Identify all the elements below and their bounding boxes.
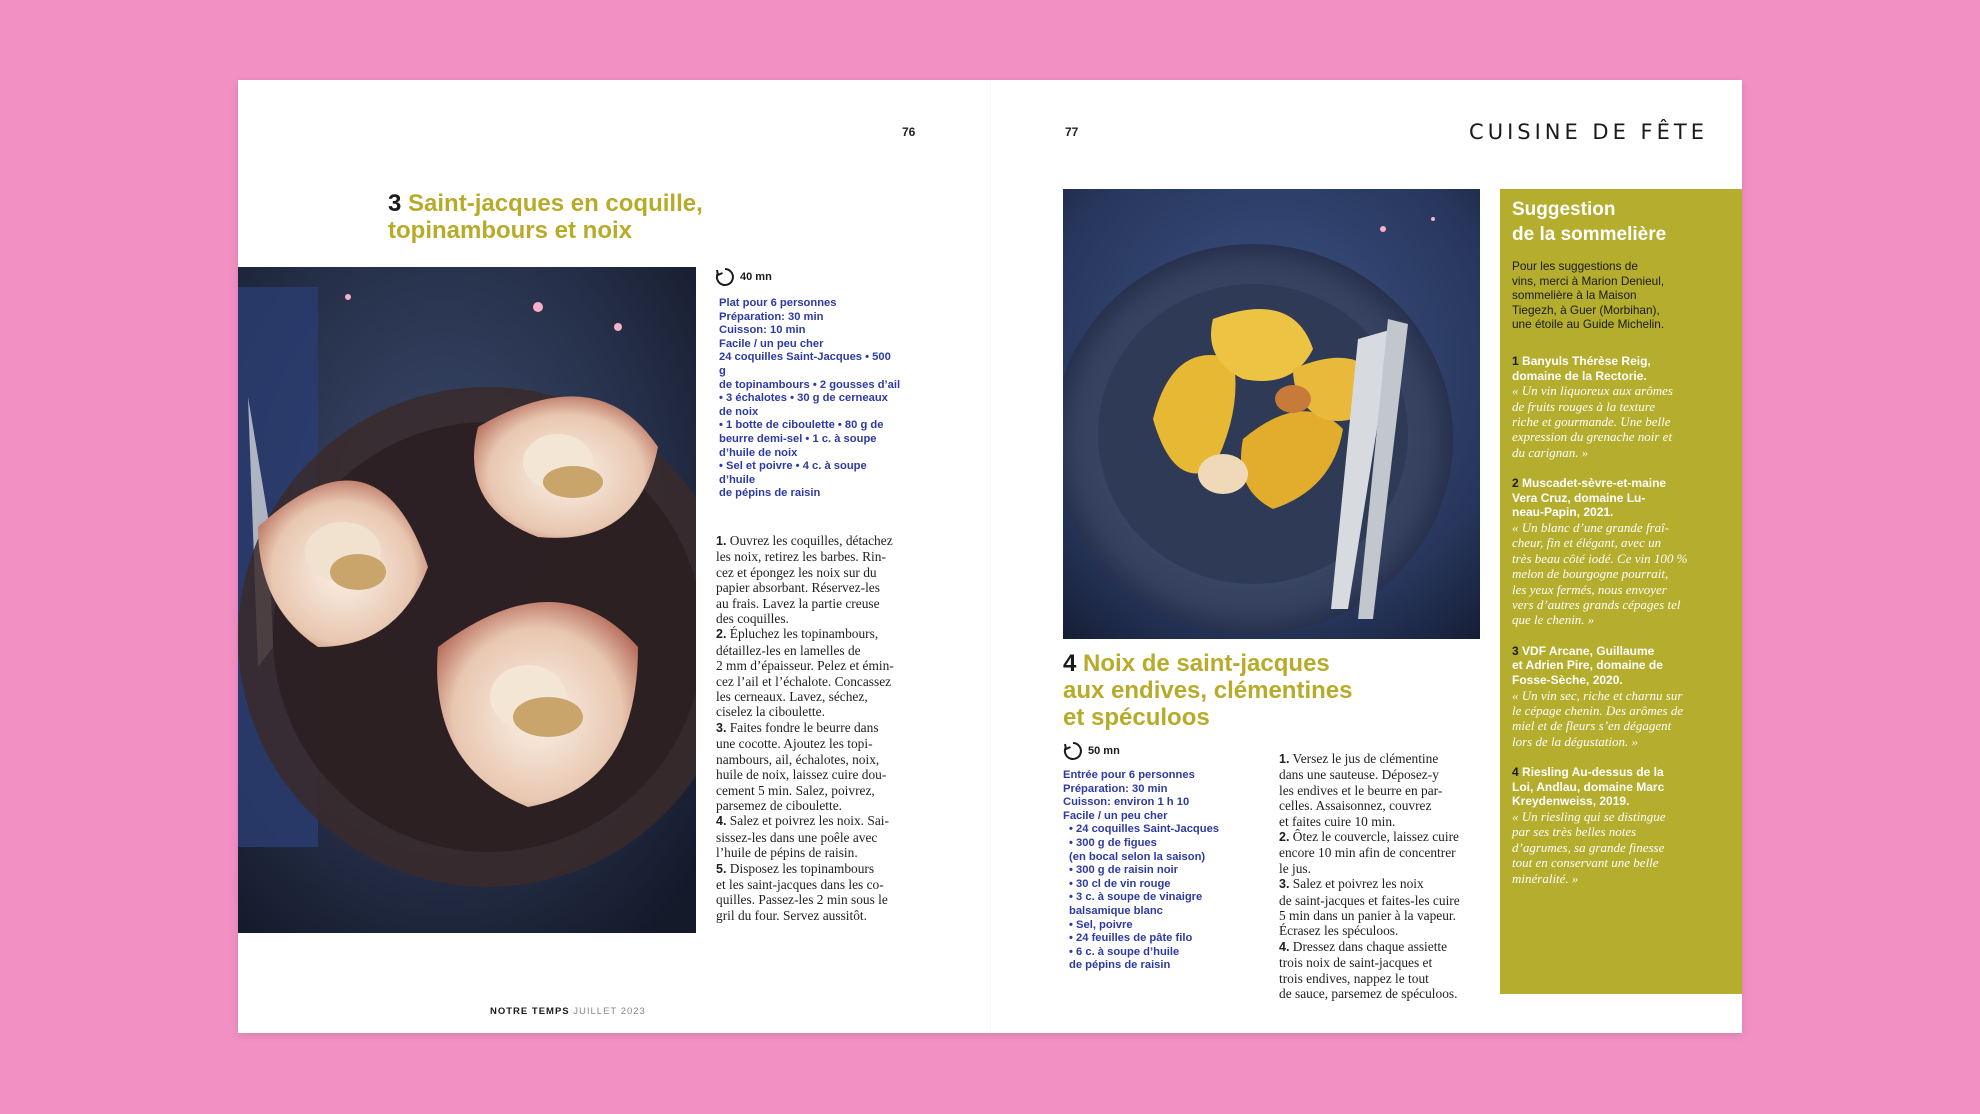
recipe-3-title xyxy=(388,190,703,244)
recipe-4-title xyxy=(1063,650,1352,731)
wine-suggestion xyxy=(1512,476,1730,628)
info-line: beurre demi-sel • 1 c. à soupe xyxy=(719,432,877,445)
info-line: Cuisson: 10 min xyxy=(719,324,806,337)
recipe-4-title-line1: Noix de saint-jacques xyxy=(1083,650,1330,677)
scallop-photo-illustration xyxy=(238,267,696,933)
recipe-step: 4. Salez et poivrez les noix. Sai- sissez-les dans une poêle avec l’huile de pépins de raisin. xyxy=(716,813,889,861)
recipe-step: 5. Disposez les topinambours et les saint-jacques dans les co- quilles. Passez-les 2 min sous le gril du four. Servez aussitôt. xyxy=(716,860,888,923)
recipe-step: 2. Ôtez le couvercle, laissez cuire encore 10 min afin de concentrer le jus. xyxy=(1279,829,1459,876)
info-line: 24 coquilles Saint-Jacques • 500 xyxy=(719,351,891,364)
recipe-3-number: 3 xyxy=(388,190,402,217)
recipe-4-title-line2: aux endives, clémentines xyxy=(1063,677,1353,704)
info-line: • 24 coquilles Saint-Jacques xyxy=(1069,823,1220,836)
info-line: Préparation: 30 min xyxy=(1063,782,1168,795)
wine-description: « Un vin sec, riche et charnu sur le cépage chenin. Des arômes de miel et de fleurs s’en dégagent lors de la dégustation. » xyxy=(1512,687,1684,749)
recipe-step: 1. Versez le jus de clémentine dans une sauteuse. Déposez-y les endives et le beurre en par- celles. Assaisonnez, couvrez et faites cuire 10 min. xyxy=(1279,751,1443,829)
recipe-3-time-value: 40 mn xyxy=(740,271,772,283)
spine-shadow xyxy=(990,80,991,1033)
info-line: de pépins de raisin xyxy=(1069,959,1171,972)
recipe-3-time xyxy=(714,266,772,288)
info-line: • 3 échalotes • 30 g de cerneaux xyxy=(719,392,888,405)
sidebar-intro: Pour les suggestions de vins, merci à Marion Denieul, sommelière à la Maison Tiegezh, à Guer (Morbihan), une étoile au Guide Michelin. xyxy=(1512,259,1665,332)
wine-suggestion xyxy=(1512,354,1730,460)
page-number-left: 76 xyxy=(902,125,916,139)
info-line: Facile / un peu cher xyxy=(1063,809,1168,822)
wine-suggestion xyxy=(1512,644,1730,749)
info-line: Facile / un peu cher xyxy=(719,337,824,350)
info-line: • Sel, poivre xyxy=(1069,918,1133,931)
info-line: • 30 cl de vin rouge xyxy=(1069,877,1171,890)
recipe-step: 3. Faites fondre le beurre dans une cocotte. Ajoutez les topi- nambours, ail, échalotes, noix, huile de noix, laissez cuire dou- cement 5 min. Salez, poivrez, parsemez de ciboulette. xyxy=(716,719,887,813)
info-line: de pépins de raisin xyxy=(719,487,821,500)
recipe-3-steps xyxy=(716,533,916,923)
info-line: • 24 feuilles de pâte filo xyxy=(1069,932,1193,945)
info-line: g xyxy=(719,364,726,377)
footer-magazine: NOTRE TEMPS xyxy=(490,1006,570,1017)
recipe-4-title-line3: et spéculoos xyxy=(1063,704,1210,731)
wine-name: 3 VDF Arcane, Guillaume et Adrien Pire, domaine de Fosse-Sèche, 2020. xyxy=(1512,643,1663,687)
section-title: CUISINE DE FÊTE xyxy=(1469,120,1708,144)
recipe-4-ingredients xyxy=(1063,769,1263,973)
info-line: • 3 c. à soupe de vinaigre xyxy=(1069,891,1203,904)
sommeliere-sidebar xyxy=(1500,189,1742,994)
info-line: Plat pour 6 personnes xyxy=(719,297,837,309)
sidebar-title: Suggestion de la sommelière xyxy=(1512,199,1667,245)
recipe-3-title-line2: topinambours et noix xyxy=(388,217,633,244)
recipe-4-steps xyxy=(1279,751,1489,1002)
recipe-step: 4. Dressez dans chaque assiette trois noix de saint-jacques et trois endives, nappez le tout de sauce, parsemez de spéculoos. xyxy=(1279,938,1458,1002)
info-line: Entrée pour 6 personnes xyxy=(1063,769,1195,781)
info-line: • 1 botte de ciboulette • 80 g de xyxy=(719,419,884,432)
timer-icon xyxy=(1062,740,1084,762)
wine-name: 4 Riesling Au-dessus de la Loi, Andlau, domaine Marc Kreydenweiss, 2019. xyxy=(1512,765,1665,809)
recipe-4-number: 4 xyxy=(1063,650,1077,677)
recipe-3-title-line1: Saint-jacques en coquille, xyxy=(408,190,703,217)
info-line: Cuisson: environ 1 h 10 xyxy=(1063,796,1190,809)
info-line: d’huile de noix xyxy=(719,446,798,459)
footer-date: JUILLET 2023 xyxy=(573,1006,646,1017)
wine-description: « Un blanc d’une grande fraî- cheur, fin et élégant, avec un très beau côté iodé. Ce vin 100 % melon de bourgogne pourrait, les yeux fermés, nous envoyer vers d’autres grands cépages tel que le chenin. » xyxy=(1512,519,1688,628)
info-line: de topinambours • 2 gousses d’ail xyxy=(719,378,901,391)
page-number-right: 77 xyxy=(1065,125,1079,139)
info-line: Préparation: 30 min xyxy=(719,310,824,323)
info-line: • Sel et poivre • 4 c. à soupe xyxy=(719,460,867,473)
wine-name: 2 Muscadet-sèvre-et-maine Vera Cruz, domaine Lu- neau-Papin, 2021. xyxy=(1512,476,1667,520)
wine-suggestion xyxy=(1512,765,1730,886)
info-line: (en bocal selon la saison) xyxy=(1069,850,1206,863)
wine-description: « Un riesling qui se distingue par ses très belles notes d’agrumes, sa grande finesse tout en conservant une belle minéralité. » xyxy=(1512,809,1666,886)
recipe-step: 3. Salez et poivrez les noix de saint-jacques et faites-les cuire 5 min dans un panier à la vapeur. Écrasez les spéculoos. xyxy=(1279,876,1460,939)
info-line: balsamique blanc xyxy=(1069,904,1163,917)
info-line: de noix xyxy=(719,405,759,418)
recipe-step: 2. Épluchez les topinambours, détaillez-les en lamelles de 2 mm d’épaisseur. Pelez et émin- cez l’ail et l’échalote. Concassez les cerneaux. Lavez, séchez, ciselez la ciboulette. xyxy=(716,626,894,720)
info-line: • 300 g de raisin noir xyxy=(1069,864,1178,877)
recipe-4-time xyxy=(1062,740,1120,762)
wine-description: « Un vin liquoreux aux arômes de fruits rouges à la texture riche et gourmande. Une belle expression du grenache noir et du carignan. » xyxy=(1512,383,1673,460)
info-line: • 300 g de figues xyxy=(1069,836,1157,849)
magazine-spread xyxy=(238,80,1742,1033)
photo-scallops-endives xyxy=(1063,189,1480,639)
recipe-3-ingredients xyxy=(719,297,919,501)
info-line: • 6 c. à soupe d’huile xyxy=(1069,945,1180,958)
recipe-4-time-value: 50 mn xyxy=(1088,745,1120,757)
recipe-step: 1. Ouvrez les coquilles, détachez les noix, retirez les barbes. Rin- cez et épongez les noix sur du papier absorbant. Réservez-les au frais. Lavez la partie creuse des coquilles. xyxy=(716,533,893,627)
page-footer xyxy=(490,1006,646,1017)
timer-icon xyxy=(714,266,736,288)
endive-dish-illustration xyxy=(1063,189,1480,639)
photo-scallops-in-shell xyxy=(238,267,696,933)
info-line: d’huile xyxy=(719,473,756,486)
wine-name: 1 Banyuls Thérèse Reig, domaine de la Rectorie. xyxy=(1512,353,1651,383)
